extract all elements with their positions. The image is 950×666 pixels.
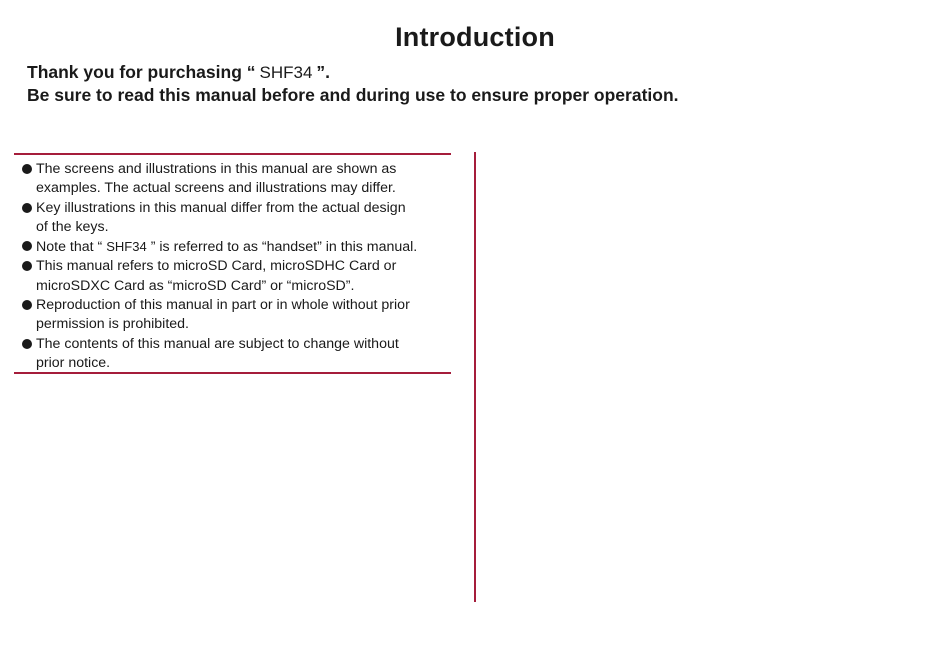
intro-line-1-suffix: ”.: [316, 62, 331, 82]
bullet-icon: [22, 339, 32, 349]
note-text: Key illustrations in this manual differ from the actual design of the keys.: [36, 199, 406, 235]
bullet-icon: [22, 164, 32, 174]
intro-line-2: Be sure to read this manual before and during use to ensure proper operation.: [27, 85, 679, 105]
bullet-icon: [22, 261, 32, 271]
note-text: The contents of this manual are subject to change without prior notice.: [36, 335, 399, 371]
note-text: Reproduction of this manual in part or in whole without prior permission is prohibited.: [36, 297, 410, 333]
note-item: [14, 296, 451, 335]
note-item: [14, 335, 451, 374]
note-item: [14, 160, 451, 199]
note-item: [14, 199, 451, 238]
bullet-icon: [22, 203, 32, 213]
notes-list: [14, 155, 451, 373]
intro-line-1-prefix: Thank you for purchasing “: [27, 62, 256, 82]
bullet-icon: [22, 300, 32, 310]
intro-paragraph: [27, 61, 679, 107]
model-name-small: SHF34: [106, 239, 147, 255]
note-item: [14, 237, 451, 257]
note-item: [14, 257, 451, 296]
note-text: This manual refers to microSD Card, microSDHC Card or microSDXC Card as “microSD Card” or “microSD”.: [36, 258, 397, 294]
note-text: The screens and illustrations in this manual are shown as examples. The actual screens and illustrations may differ.: [36, 161, 397, 197]
note-suffix: ” is referred to as “handset” in this manual.: [150, 239, 418, 256]
bullet-icon: [22, 241, 32, 251]
intro-line-1: [27, 61, 679, 84]
column-divider: [474, 152, 476, 602]
note-prefix: Note that “: [36, 239, 103, 256]
model-name: SHF34: [259, 63, 313, 82]
page-title: Introduction: [395, 22, 555, 52]
notes-box: [14, 153, 451, 374]
